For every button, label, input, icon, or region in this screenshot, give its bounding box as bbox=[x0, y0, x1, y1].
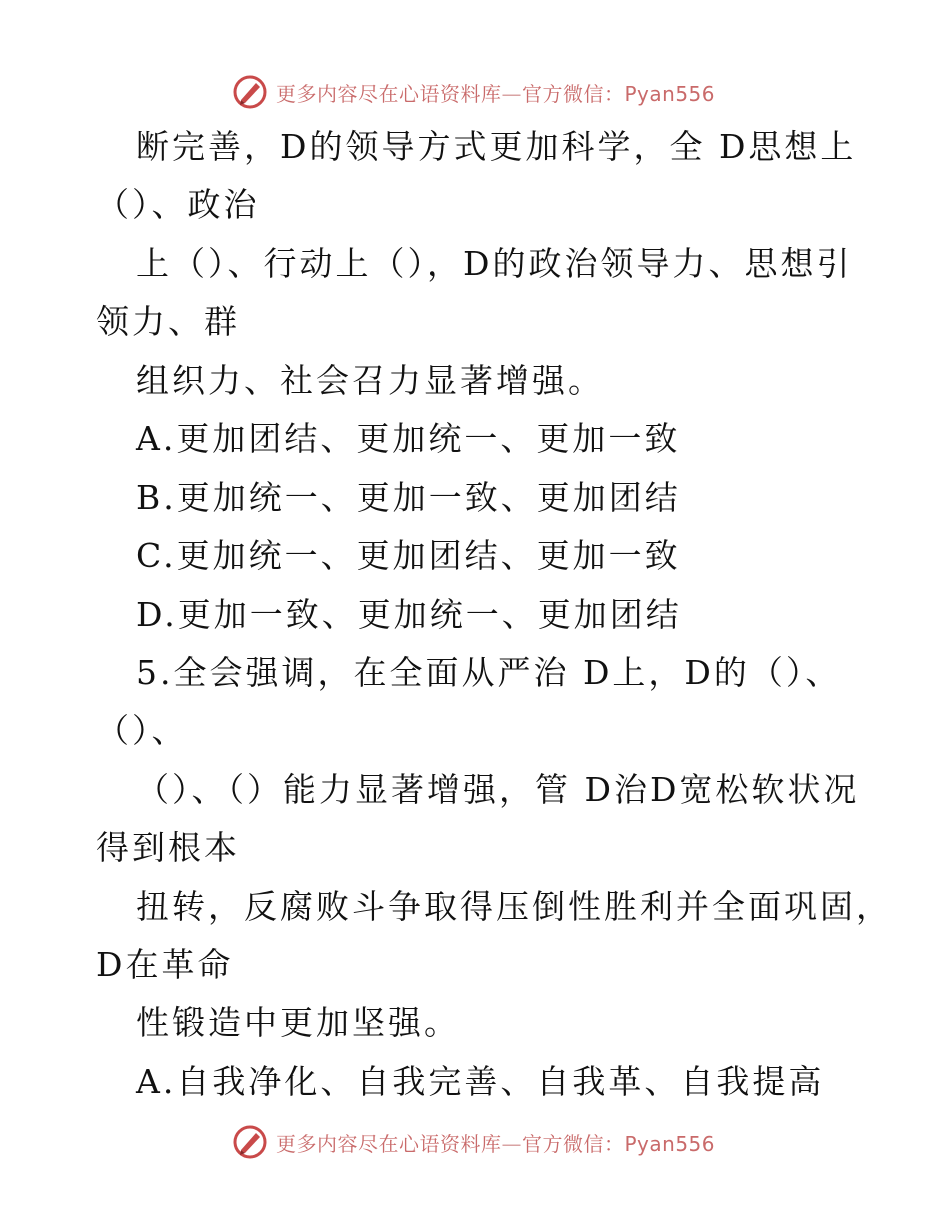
text-line: （）、（）能力显著增强，管 D治D宽松软状况 bbox=[136, 770, 860, 809]
pen-logo-icon bbox=[232, 74, 268, 110]
text-line: （）、政治 bbox=[96, 185, 260, 224]
text-line: 上（）、行动上（），D的政治领导力、思想引 bbox=[136, 244, 853, 283]
text-line: 断完善，D的领导方式更加科学，全 D思想上 bbox=[136, 127, 857, 166]
watermark-main: 更多内容尽在心语资料库 bbox=[276, 82, 502, 106]
watermark-separator: — bbox=[501, 82, 522, 106]
text-line: 性锻造中更加坚强。 bbox=[136, 1003, 460, 1042]
watermark-text bbox=[276, 78, 715, 107]
header-watermark bbox=[0, 72, 950, 112]
pen-logo-icon bbox=[232, 1124, 268, 1160]
question-line: 5.全会强调，在全面从严治 D上，D的（）、 bbox=[136, 653, 842, 692]
watermark-contact: 官方微信：Pyan556 bbox=[522, 82, 716, 106]
option-line: B.更加统一、更加一致、更加团结 bbox=[136, 478, 681, 517]
text-line: 得到根本 bbox=[96, 828, 240, 867]
option-line: A.自我净化、自我完善、自我革、自我提高 bbox=[136, 1062, 825, 1101]
text-line: D在革命 bbox=[96, 945, 234, 984]
text-line: （）、 bbox=[96, 711, 188, 750]
text-line: 扭转，反腐败斗争取得压倒性胜利并全面巩固， bbox=[136, 887, 892, 926]
option-line: D.更加一致、更加统一、更加团结 bbox=[136, 595, 682, 634]
watermark-contact: 官方微信：Pyan556 bbox=[522, 1132, 716, 1156]
watermark-main: 更多内容尽在心语资料库 bbox=[276, 1132, 502, 1156]
text-line: 领力、群 bbox=[96, 302, 240, 341]
watermark-separator: — bbox=[501, 1132, 522, 1156]
footer-watermark bbox=[0, 1122, 950, 1162]
watermark-text bbox=[276, 1128, 715, 1157]
option-line: A.更加团结、更加统一、更加一致 bbox=[136, 419, 681, 458]
text-line: 组织力、社会召力显著增强。 bbox=[136, 361, 604, 400]
option-line: C.更加统一、更加团结、更加一致 bbox=[136, 536, 681, 575]
